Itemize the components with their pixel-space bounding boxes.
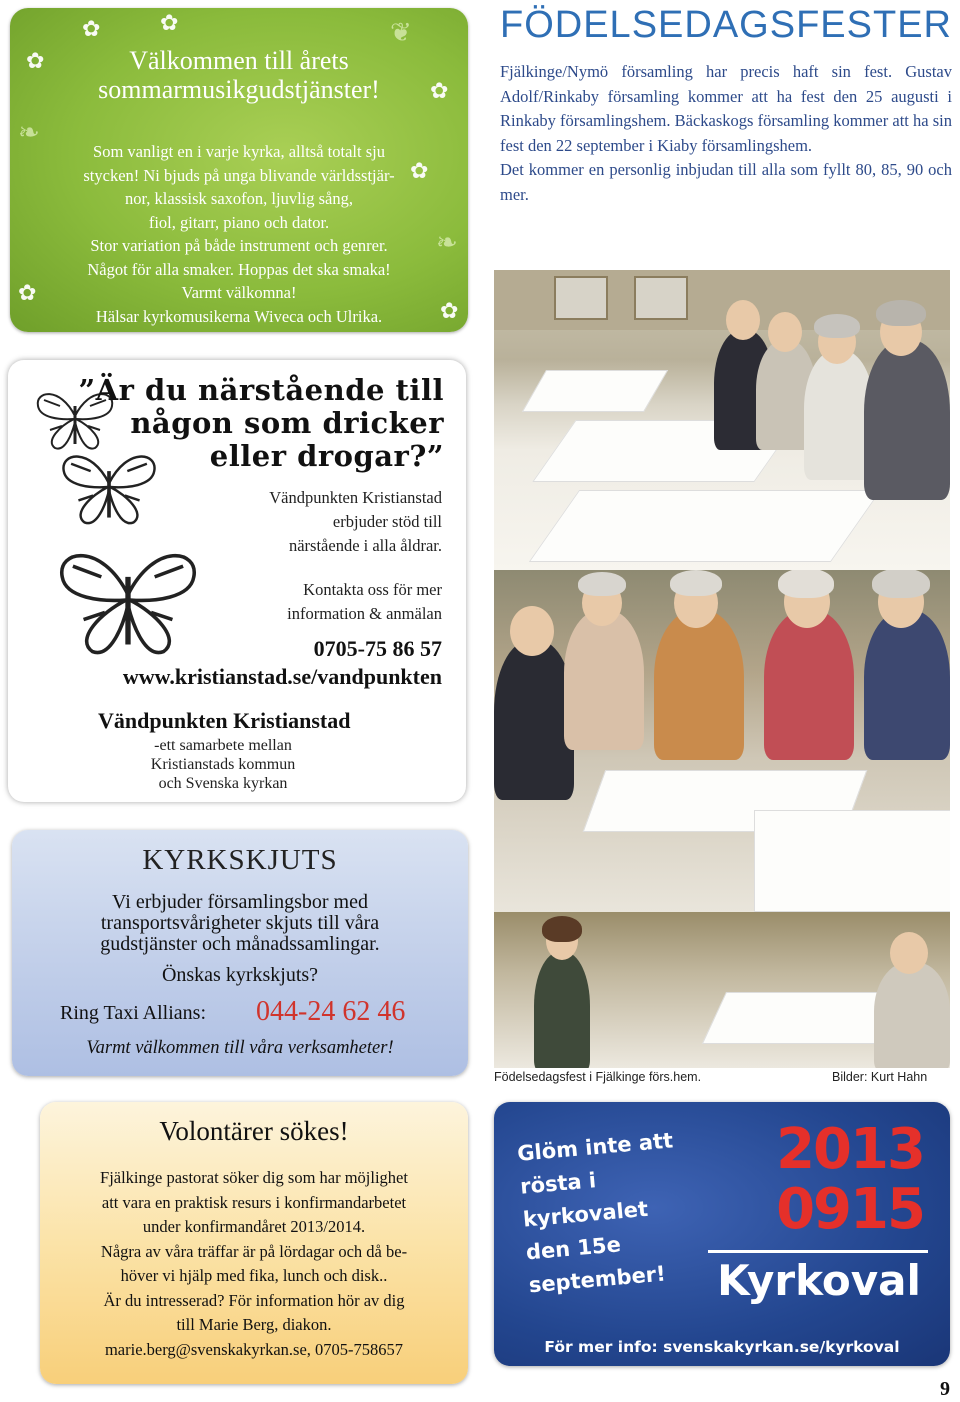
leaf-icon: ❧ [18,118,40,147]
daisy-icon: ✿ [410,158,429,183]
volunteers-contact[interactable]: marie.berg@svenskakyrkan.se, 0705-758657 [104,1339,404,1359]
daisy-icon: ✿ [430,78,449,103]
birthday-paragraph: Det kommer en personlig inbjudan till alla som fyllt 80, 85, 90 och mer. [500,160,952,204]
daisy-icon: ✿ [440,298,459,323]
kyrkskjuts-question: Önskas kyrkskjuts? [161,964,319,986]
daisy-icon: ✿ [82,16,101,41]
taxi-label: Ring Taxi Allians: [60,1002,207,1024]
taxi-phone[interactable]: 044-24 62 46 [256,996,406,1027]
volunteers-text: Fjälkinge pastorat söker dig som har möjlighet att vara en praktisk resurs i konfirmandarbetet under konfirmandåret 2013/2014. Några av våra träffar är på lördagar och då be- höver vi hjälp med fika, lunch och disk.. Är du intresserad? För information hör av dig till Marie Berg, diakon. marie.berg@svenskakyrkan.se, 0705-758657 [48,1166,460,1362]
vandpunkten-brand-line: och Svenska kyrkan [158,775,288,792]
party-photo-guests [494,570,950,912]
daisy-icon: ✿ [18,280,37,305]
leaf-icon: ❦ [390,18,412,47]
vandpunkten-phone[interactable]: 0705-75 86 57 [313,636,442,661]
kyrkoval-box [494,1102,950,1366]
daisy-icon: ✿ [160,10,179,35]
volunteers-box [40,1102,468,1384]
party-photo-hall [494,270,950,570]
vandpunkten-contact: Kontakta oss för mer information & anmälan [287,580,442,623]
kyrkskjuts-title: KYRKSKJUTS [142,844,338,876]
volunteers-title: Volontärer sökes! [159,1116,349,1146]
kyrkskjuts-welcome: Varmt välkommen till våra verksamheter! [86,1038,394,1058]
butterfly-icon [48,540,208,660]
vandpunkten-brand-line: Kristianstads kommun [150,756,296,773]
vandpunkten-question: ”Är du närstående till någon som dricker eller drogar?” [78,373,444,473]
summer-music-text: Som vanligt en i varje kyrka, alltså totalt sju stycken! Ni bjuds på unga blivande världsstjär- nor, klassisk saxofon, ljuvlig sång, fiol, gitarr, piano och dator. Stor variation på både instrument och genrer. Något för alla smaker. Hoppas det ska smaka! Varmt välkomna! Hälsar kyrkomusikerna Wiveca och Ulrika. [83,142,395,326]
vandpunkten-brand: Vändpunkten Kristianstad [98,708,351,733]
kyrkskjuts-box [12,830,468,1076]
summer-music-title: Välkommen till årets sommarmusikgudstjänster! [98,46,380,104]
vandpunkten-brand-line: -ett samarbete mellan [154,737,292,754]
party-photo-speaker [494,912,950,1068]
kyrkoval-date: 0915 [776,1177,924,1242]
daisy-icon: ✿ [26,48,45,73]
birthday-text [500,60,952,207]
summer-music-box [10,8,468,332]
page-number: 9 [940,1378,950,1400]
photo-credit: Bilder: Kurt Hahn [832,1070,928,1084]
leaf-icon: ❧ [436,228,458,257]
birthday-heading: FÖDELSEDAGSFESTER [500,4,952,46]
kyrkoval-logo-word: Kyrkoval [717,1256,921,1305]
kyrkoval-slogan: Glöm inte att rösta i kyrkovalet den 15e september! [516,1128,674,1298]
vandpunkten-website[interactable]: www.kristianstad.se/vandpunkten [122,664,442,689]
kyrkskjuts-text: Vi erbjuder församlingsbor med transportsvårigheter skjuts till våra gudstjänster och månadssamlingar. [100,891,380,955]
kyrkoval-info-link[interactable]: För mer info: svenskakyrkan.se/kyrkoval [544,1338,900,1356]
photo-caption: Födelsedagsfest i Fjälkinge förs.hem. [494,1070,702,1084]
kyrkoval-divider [708,1250,928,1253]
vandpunkten-support: Vändpunkten Kristianstad erbjuder stöd till närstående i alla åldrar. [269,488,442,555]
vandpunkten-box [8,360,466,802]
birthday-paragraph: Fjälkinge/Nymö församling har precis haft sin fest. Gustav Adolf/Rinkaby församling kommer att ha fest den 25 augusti i Rinkaby församlingshem. Bäckaskogs församling kommer att ha sin fest den 22 september i Kiaby församlingshem. [500,62,952,155]
kyrkoval-year: 2013 [776,1117,924,1182]
